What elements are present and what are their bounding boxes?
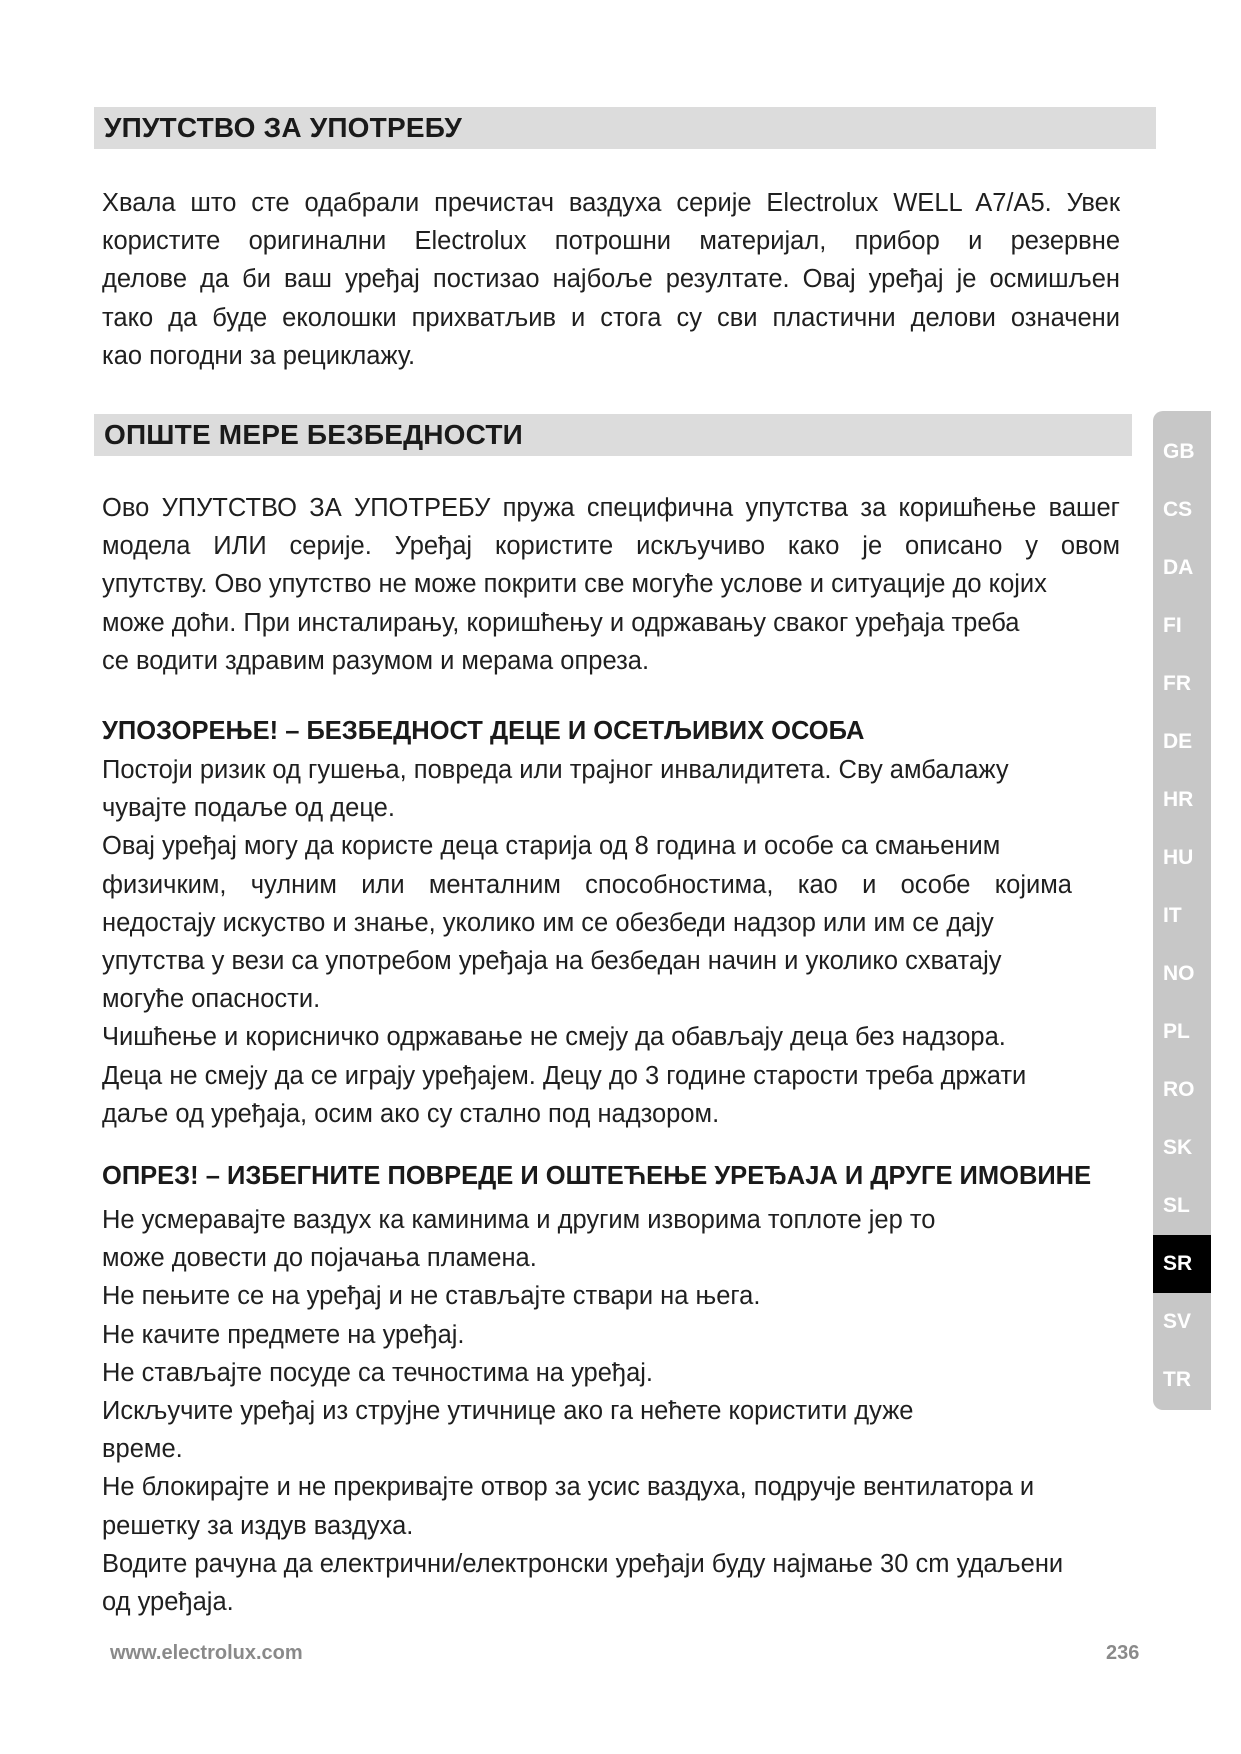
safety-heading: ОПШТЕ МЕРЕ БЕЗБЕДНОСТИ bbox=[94, 414, 1132, 456]
language-tab-bar bbox=[1153, 411, 1211, 1410]
safety-line: упутству. Ово упутство не може покрити све могуће услове и ситуације до којих bbox=[102, 570, 1047, 599]
warning-paragraph bbox=[102, 751, 1142, 1133]
language-tab-hr[interactable]: HR bbox=[1163, 788, 1194, 811]
warning-line: Чишћење и корисничко одржавање не смеју да обављају деца без надзора. bbox=[102, 1023, 1006, 1052]
intro-line: Хвала што сте одабрали пречистач ваздуха серије Electrolux WELL A7/A5. Увек bbox=[102, 189, 1120, 217]
safety-paragraph bbox=[102, 489, 1142, 680]
warning-line: чувајте подаље од деце. bbox=[102, 794, 395, 823]
caution-paragraph bbox=[102, 1201, 1162, 1621]
language-tab-sl[interactable]: SL bbox=[1163, 1194, 1190, 1217]
caution-line: Не пењите се на уређај и не стављајте ствари на њега. bbox=[102, 1282, 761, 1311]
caution-line: решетку за издув ваздуха. bbox=[102, 1511, 414, 1540]
language-tab-sk[interactable]: SK bbox=[1163, 1136, 1193, 1159]
warning-line: Овај уређај могу да користе деца старија од 8 година и особе са смањеним bbox=[102, 832, 1001, 861]
safety-line: се водити здравим разумом и мерама опреза. bbox=[102, 646, 650, 675]
warning-line: могуће опасности. bbox=[102, 985, 321, 1014]
caution-line: Искључите уређај из струјне утичнице ако га нећете користити дуже bbox=[102, 1397, 914, 1426]
intro-line: делове да би ваш уређај постизао најбоље резултате. Овај уређај је осмишљен bbox=[102, 265, 1120, 294]
language-tab-cs[interactable]: CS bbox=[1163, 498, 1193, 521]
language-tab-gb[interactable]: GB bbox=[1163, 440, 1195, 463]
language-tab-hu[interactable]: HU bbox=[1163, 846, 1194, 869]
caution-line: од уређаја. bbox=[102, 1588, 234, 1617]
warning-line: даље од уређаја, осим ако су стално под надзором. bbox=[102, 1099, 720, 1128]
language-tab-tr[interactable]: TR bbox=[1163, 1368, 1191, 1391]
caution-line: може довести до појачања пламена. bbox=[102, 1244, 537, 1273]
language-tab-de[interactable]: DE bbox=[1163, 730, 1193, 753]
safety-line: Ово УПУТСТВО ЗА УПОТРЕБУ пружа специфична упутства за коришћење вашег bbox=[102, 494, 1120, 522]
warning-subheading: УПОЗОРЕЊЕ! – БЕЗБЕДНОСТ ДЕЦЕ И ОСЕТЉИВИХ ОСОБА bbox=[102, 717, 865, 745]
warning-line: недостају искуство и знање, уколико им се обезбеди надзор или им се дају bbox=[102, 908, 994, 937]
language-tab-da[interactable]: DA bbox=[1163, 556, 1194, 579]
intro-line: користите оригинални Electrolux потрошни материјал, прибор и резервне bbox=[102, 227, 1120, 256]
language-tab-it[interactable]: IT bbox=[1163, 904, 1182, 927]
safety-line: модела ИЛИ серије. Уређај користите искључиво како је описано у овом bbox=[102, 532, 1120, 561]
language-tab-no[interactable]: NO bbox=[1163, 962, 1195, 985]
language-tab-sv[interactable]: SV bbox=[1163, 1310, 1192, 1333]
warning-line: Деца не смеју да се играју уређајем. Децу до 3 године старости треба држати bbox=[102, 1061, 1027, 1090]
caution-line: Водите рачуна да електрични/електронски уређаји буду најмање 30 cm удаљени bbox=[102, 1549, 1064, 1578]
language-tab-fr[interactable]: FR bbox=[1163, 672, 1191, 695]
intro-paragraph bbox=[102, 184, 1120, 375]
caution-line: време. bbox=[102, 1435, 183, 1464]
language-tab-ro[interactable]: RO bbox=[1163, 1078, 1195, 1101]
caution-line: Не усмеравајте ваздух ка каминима и другим изворима топлоте јер то bbox=[102, 1206, 936, 1234]
language-tab-fi[interactable]: FI bbox=[1163, 614, 1182, 637]
intro-line: тако да буде еколошки прихватљив и стога су сви пластични делови означени bbox=[102, 303, 1120, 332]
caution-subheading: ОПРЕЗ! – ИЗБЕГНИТЕ ПОВРЕДЕ И ОШТЕЋЕЊЕ УРЕЂАЈА И ДРУГЕ ИМОВИНЕ bbox=[102, 1162, 1092, 1190]
warning-line: физичким, чулним или менталним способностима, као и особе којима bbox=[102, 870, 1072, 899]
caution-line: Не блокирајте и не прекривајте отвор за усис ваздуха, подручје вентилатора и bbox=[102, 1473, 1035, 1502]
caution-line: Не стављајте посуде са течностима на уређај. bbox=[102, 1358, 654, 1387]
safety-line: може доћи. При инсталирању, коришћењу и одржавању сваког уређаја треба bbox=[102, 608, 1020, 637]
warning-line: упутства у вези са употребом уређаја на безбедан начин и уколико схватају bbox=[102, 947, 1002, 976]
warning-line: Постоји ризик од гушења, повреда или трајног инвалидитета. Сву амбалажу bbox=[102, 756, 1009, 784]
language-tab-pl[interactable]: PL bbox=[1163, 1020, 1190, 1043]
instructions-heading: УПУТСТВО ЗА УПОТРЕБУ bbox=[94, 107, 1156, 149]
intro-line: као погодни за рециклажу. bbox=[102, 341, 416, 370]
caution-line: Не качите предмете на уређај. bbox=[102, 1320, 465, 1349]
footer-website: www.electrolux.com bbox=[110, 1642, 303, 1664]
page-number: 236 bbox=[1106, 1642, 1140, 1664]
language-tab-sr[interactable]: SR bbox=[1153, 1235, 1211, 1293]
